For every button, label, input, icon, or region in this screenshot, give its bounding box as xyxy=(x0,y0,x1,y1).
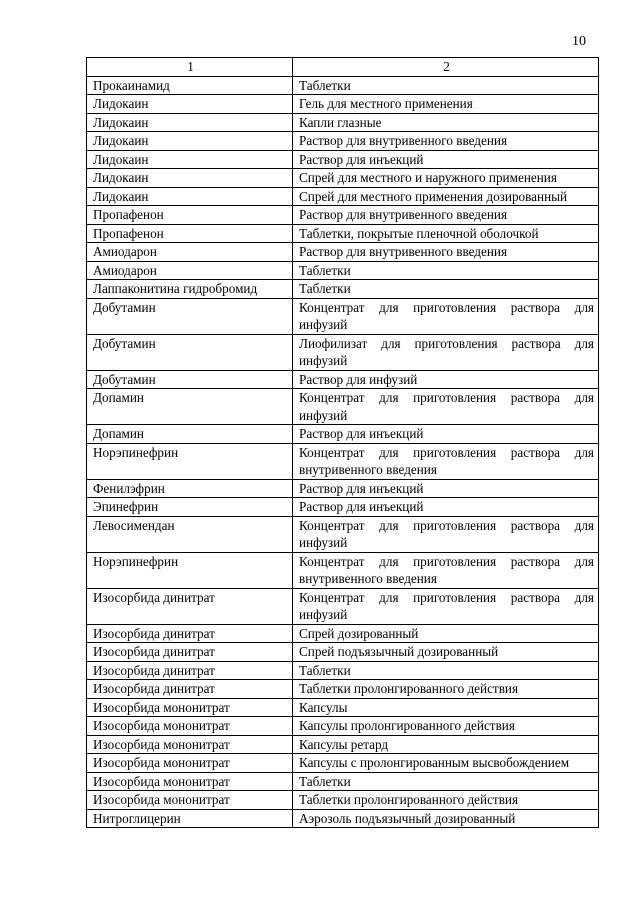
table-row xyxy=(87,187,599,206)
drug-name-cell: Изосорбида мононитрат xyxy=(87,791,293,810)
drug-name-cell: Амиодарон xyxy=(87,243,293,262)
page-number: 10 xyxy=(572,34,586,49)
drug-name-cell: Лидокаин xyxy=(87,187,293,206)
drug-name-cell: Изосорбида динитрат xyxy=(87,661,293,680)
drug-name-cell: Изосорбида мононитрат xyxy=(87,698,293,717)
header-row xyxy=(87,58,599,77)
table-row xyxy=(87,206,599,225)
drug-name-cell: Изосорбида динитрат xyxy=(87,588,293,624)
table-row xyxy=(87,643,599,662)
table-row xyxy=(87,280,599,299)
dosage-form-cell: Спрей для местного применения дозированный xyxy=(293,187,599,206)
dosage-form-cell: Таблетки xyxy=(293,772,599,791)
table-row xyxy=(87,498,599,517)
table-row xyxy=(87,298,599,334)
table-row xyxy=(87,698,599,717)
dosage-form-cell: Таблетки xyxy=(293,661,599,680)
drug-table xyxy=(86,57,599,828)
table-row xyxy=(87,132,599,151)
drug-name-cell: Эпинефрин xyxy=(87,498,293,517)
dosage-form-cell: Капсулы ретард xyxy=(293,735,599,754)
table-row xyxy=(87,169,599,188)
drug-name-cell: Допамин xyxy=(87,389,293,425)
table-row xyxy=(87,150,599,169)
drug-name-cell: Изосорбида динитрат xyxy=(87,680,293,699)
table-row xyxy=(87,809,599,828)
dosage-form-cell: Концентрат для приготовления раствора для внутривенного введения xyxy=(293,443,599,479)
table-row xyxy=(87,261,599,280)
dosage-form-cell: Концентрат для приготовления раствора для внутривенного введения xyxy=(293,552,599,588)
dosage-form-cell: Спрей для местного и наружного применения xyxy=(293,169,599,188)
drug-name-cell: Изосорбида динитрат xyxy=(87,624,293,643)
drug-name-cell: Лидокаин xyxy=(87,132,293,151)
dosage-form-cell: Капсулы xyxy=(293,698,599,717)
table-row xyxy=(87,95,599,114)
drug-name-cell: Изосорбида динитрат xyxy=(87,643,293,662)
drug-name-cell: Лидокаин xyxy=(87,113,293,132)
drug-name-cell: Амиодарон xyxy=(87,261,293,280)
table-row xyxy=(87,516,599,552)
table-row xyxy=(87,735,599,754)
drug-name-cell: Нитроглицерин xyxy=(87,809,293,828)
drug-name-cell: Норэпинефрин xyxy=(87,443,293,479)
table-row xyxy=(87,224,599,243)
drug-name-cell: Добутамин xyxy=(87,298,293,334)
table-row xyxy=(87,772,599,791)
dosage-form-cell: Раствор для внутривенного введения xyxy=(293,243,599,262)
table-row xyxy=(87,113,599,132)
dosage-form-cell: Капсулы с пролонгированным высвобождением xyxy=(293,754,599,773)
column-header-1: 1 xyxy=(87,58,293,77)
table-row xyxy=(87,334,599,370)
drug-name-cell: Изосорбида мононитрат xyxy=(87,735,293,754)
dosage-form-cell: Концентрат для приготовления раствора для инфузий xyxy=(293,389,599,425)
dosage-form-cell: Аэрозоль подъязычный дозированный xyxy=(293,809,599,828)
dosage-form-cell: Раствор для внутривенного введения xyxy=(293,132,599,151)
table-row xyxy=(87,76,599,95)
drug-name-cell: Лидокаин xyxy=(87,150,293,169)
drug-name-cell: Изосорбида мононитрат xyxy=(87,717,293,736)
dosage-form-cell: Спрей подъязычный дозированный xyxy=(293,643,599,662)
dosage-form-cell: Таблетки xyxy=(293,280,599,299)
drug-name-cell: Изосорбида мононитрат xyxy=(87,754,293,773)
table-row xyxy=(87,680,599,699)
table-row xyxy=(87,588,599,624)
dosage-form-cell: Гель для местного применения xyxy=(293,95,599,114)
drug-name-cell: Пропафенон xyxy=(87,206,293,225)
table-row xyxy=(87,443,599,479)
dosage-form-cell: Таблетки, покрытые пленочной оболочкой xyxy=(293,224,599,243)
dosage-form-cell: Концентрат для приготовления раствора для инфузий xyxy=(293,588,599,624)
dosage-form-cell: Таблетки пролонгированного действия xyxy=(293,791,599,810)
dosage-form-cell: Капсулы пролонгированного действия xyxy=(293,717,599,736)
table-row xyxy=(87,791,599,810)
table-row xyxy=(87,661,599,680)
dosage-form-cell: Таблетки xyxy=(293,76,599,95)
table-row xyxy=(87,389,599,425)
dosage-form-cell: Концентрат для приготовления раствора для инфузий xyxy=(293,516,599,552)
drug-name-cell: Лаппаконитина гидробромид xyxy=(87,280,293,299)
dosage-form-cell: Раствор для инфузий xyxy=(293,370,599,389)
dosage-form-cell: Лиофилизат для приготовления раствора для инфузий xyxy=(293,334,599,370)
dosage-form-cell: Раствор для инъекций xyxy=(293,479,599,498)
dosage-form-cell: Раствор для внутривенного введения xyxy=(293,206,599,225)
drug-name-cell: Добутамин xyxy=(87,370,293,389)
drug-name-cell: Лидокаин xyxy=(87,169,293,188)
drug-name-cell: Левосимендан xyxy=(87,516,293,552)
drug-name-cell: Норэпинефрин xyxy=(87,552,293,588)
dosage-form-cell: Раствор для инъекций xyxy=(293,498,599,517)
drug-name-cell: Прокаинамид xyxy=(87,76,293,95)
table-row xyxy=(87,552,599,588)
dosage-form-cell: Раствор для инъекций xyxy=(293,150,599,169)
table-row xyxy=(87,624,599,643)
dosage-form-cell: Таблетки пролонгированного действия xyxy=(293,680,599,699)
drug-name-cell: Изосорбида мононитрат xyxy=(87,772,293,791)
drug-name-cell: Пропафенон xyxy=(87,224,293,243)
table-row xyxy=(87,754,599,773)
table-row xyxy=(87,243,599,262)
table-row xyxy=(87,370,599,389)
drug-name-cell: Добутамин xyxy=(87,334,293,370)
dosage-form-cell: Спрей дозированный xyxy=(293,624,599,643)
dosage-form-cell: Капли глазные xyxy=(293,113,599,132)
dosage-form-cell: Концентрат для приготовления раствора для инфузий xyxy=(293,298,599,334)
table-row xyxy=(87,479,599,498)
table-row xyxy=(87,425,599,444)
table-row xyxy=(87,717,599,736)
dosage-form-cell: Таблетки xyxy=(293,261,599,280)
drug-name-cell: Лидокаин xyxy=(87,95,293,114)
column-header-2: 2 xyxy=(293,58,599,77)
dosage-form-cell: Раствор для инъекций xyxy=(293,425,599,444)
drug-name-cell: Фенилэфрин xyxy=(87,479,293,498)
drug-name-cell: Допамин xyxy=(87,425,293,444)
